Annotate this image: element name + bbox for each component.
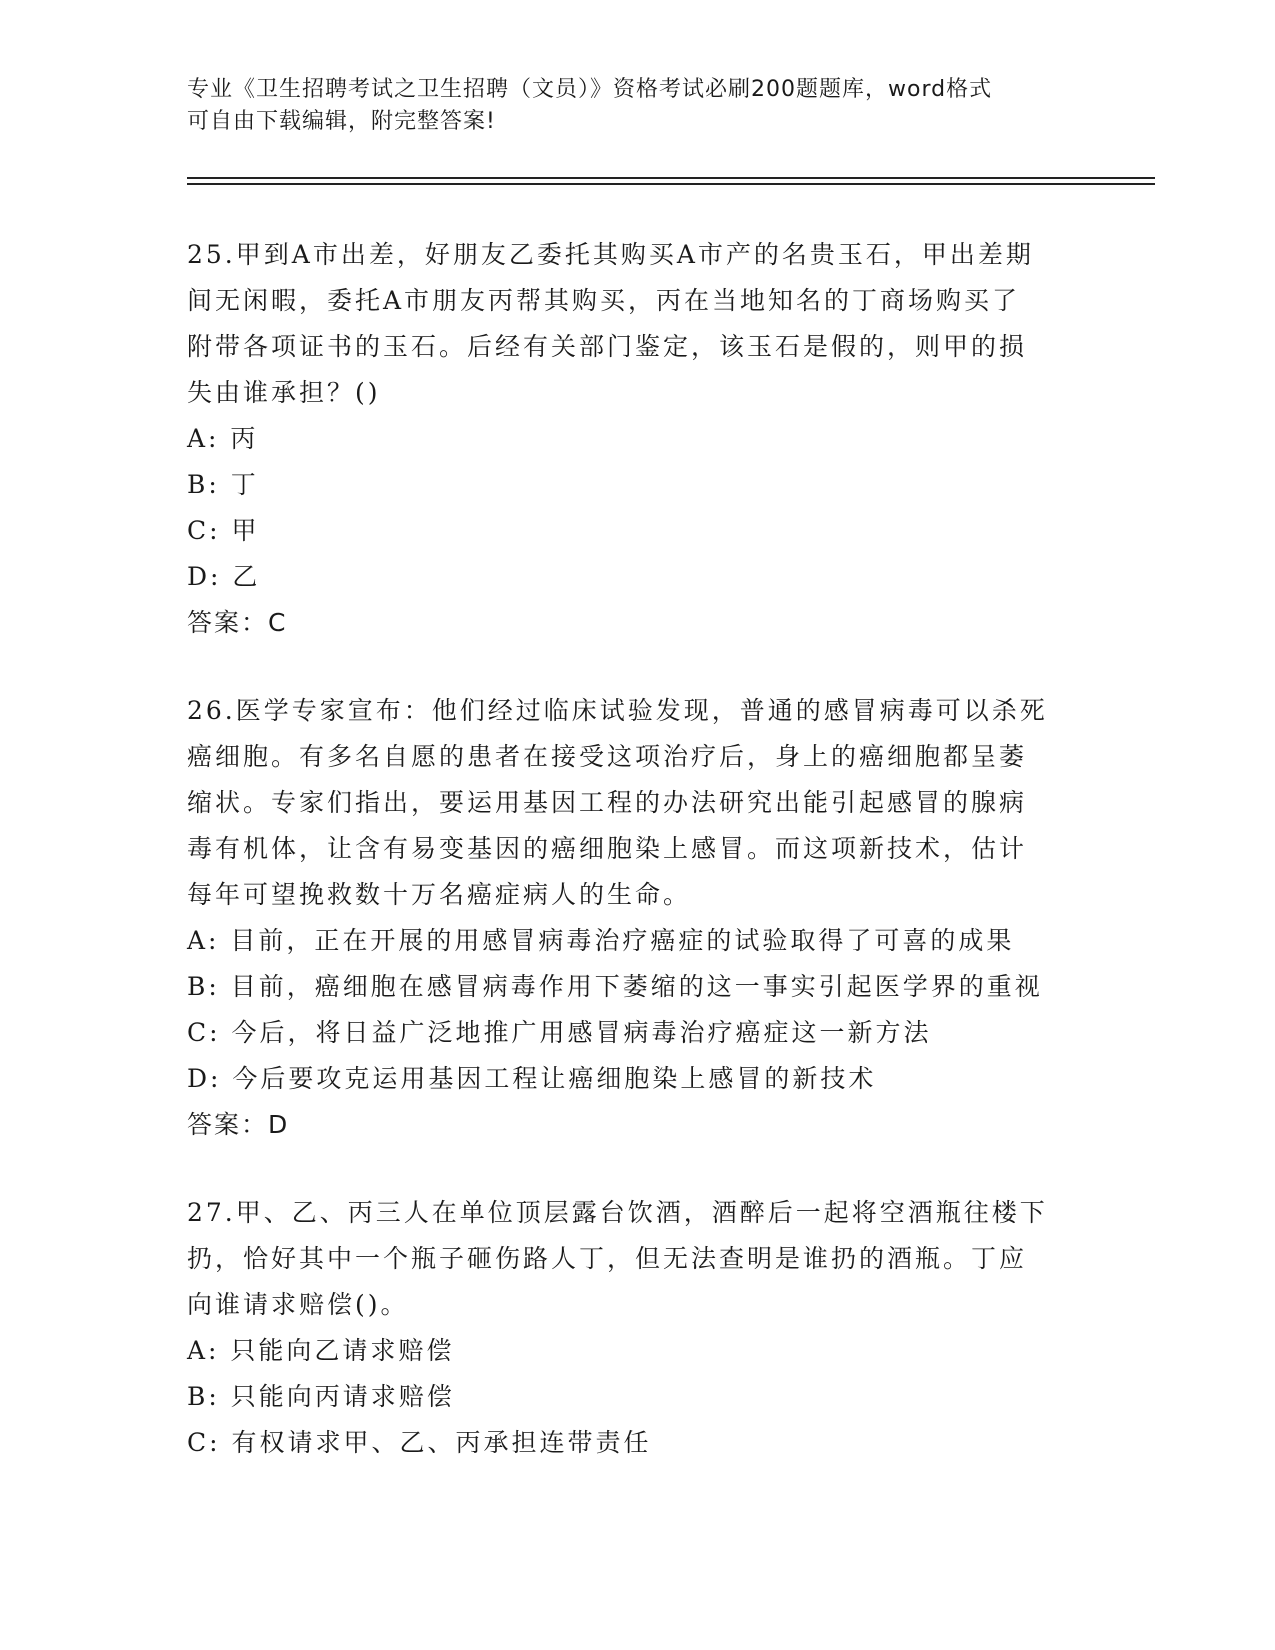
stem-line: 25.甲到A市出差，好朋友乙委托其购买A市产的名贵玉石，甲出差期 xyxy=(187,240,1034,269)
question-stem xyxy=(187,688,1087,918)
option-c: C: 今后，将日益广泛地推广用感冒病毒治疗癌症这一新方法 xyxy=(187,1018,932,1047)
header-divider-top xyxy=(187,177,1155,179)
option-d: D: 乙 xyxy=(187,562,261,591)
answer-line: 答案：D xyxy=(187,1110,290,1139)
header-line-2: 可自由下载编辑，附完整答案! xyxy=(187,109,496,134)
question-26 xyxy=(187,688,1087,1148)
option-c: C: 甲 xyxy=(187,516,260,545)
stem-line: 间无闲暇，委托A市朋友丙帮其购买，丙在当地知名的丁商场购买了 xyxy=(187,286,1021,315)
option-a: A: 目前，正在开展的用感冒病毒治疗癌症的试验取得了可喜的成果 xyxy=(187,926,1015,955)
document-header xyxy=(187,74,1067,138)
stem-line: 失由谁承担？() xyxy=(187,378,381,407)
header-line-1: 专业《卫生招聘考试之卫生招聘（文员）》资格考试必刷200题题库，word格式 xyxy=(187,77,993,102)
stem-line: 每年可望挽救数十万名癌症病人的生命。 xyxy=(187,880,692,909)
option-d: D: 今后要攻克运用基因工程让癌细胞染上感冒的新技术 xyxy=(187,1064,877,1093)
stem-line: 扔，恰好其中一个瓶子砸伤路人丁，但无法查明是谁扔的酒瓶。丁应 xyxy=(187,1244,1028,1273)
header-divider-bottom xyxy=(187,183,1155,185)
stem-line: 27.甲、乙、丙三人在单位顶层露台饮酒，酒醉后一起将空酒瓶往楼下 xyxy=(187,1198,1048,1227)
stem-line: 向谁请求赔偿()。 xyxy=(187,1290,409,1319)
stem-line: 26.医学专家宣布：他们经过临床试验发现，普通的感冒病毒可以杀死 xyxy=(187,696,1048,725)
answer-line: 答案：C xyxy=(187,608,288,637)
stem-line: 癌细胞。有多名自愿的患者在接受这项治疗后，身上的癌细胞都呈萎 xyxy=(187,742,1028,771)
option-b: B: 只能向丙请求赔偿 xyxy=(187,1382,455,1411)
question-stem xyxy=(187,232,1087,416)
option-b: B: 丁 xyxy=(187,470,259,499)
question-27 xyxy=(187,1190,1087,1466)
question-list xyxy=(187,232,1087,1508)
option-a: A: 只能向乙请求赔偿 xyxy=(187,1336,455,1365)
stem-line: 缩状。专家们指出，要运用基因工程的办法研究出能引起感冒的腺病 xyxy=(187,788,1028,817)
question-25 xyxy=(187,232,1087,646)
stem-line: 附带各项证书的玉石。后经有关部门鉴定，该玉石是假的，则甲的损 xyxy=(187,332,1028,361)
question-stem xyxy=(187,1190,1087,1328)
stem-line: 毒有机体，让含有易变基因的癌细胞染上感冒。而这项新技术，估计 xyxy=(187,834,1028,863)
option-a: A: 丙 xyxy=(187,424,259,453)
option-b: B: 目前，癌细胞在感冒病毒作用下萎缩的这一事实引起医学界的重视 xyxy=(187,972,1043,1001)
option-c: C: 有权请求甲、乙、丙承担连带责任 xyxy=(187,1428,652,1457)
